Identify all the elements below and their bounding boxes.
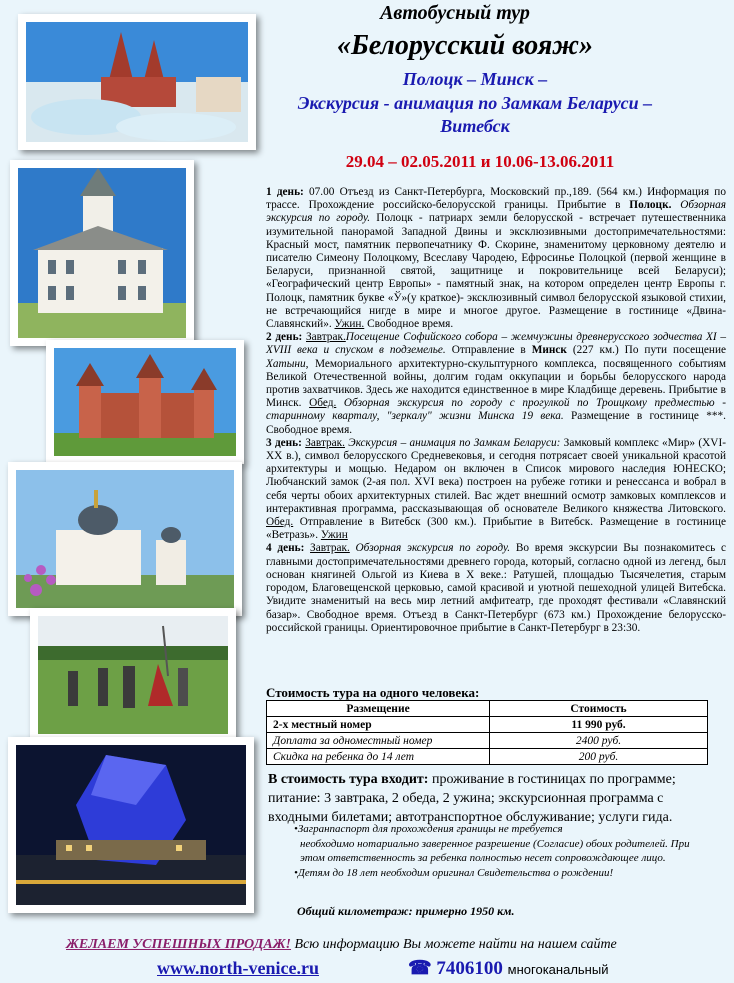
- price-row: [267, 717, 708, 733]
- price-row: [267, 749, 708, 765]
- day-text: Во время экскурсии Вы познакомитесь с главными достопримечательностями древнего города, который, согласно одной из легенд, был основан княгиней Ольгой из Киева в X веке.: Ратушей, площадью Тысячелетия, старым городом, Благовещенской церковью, самой красивой и уютной пешеходной улицей Витебска. Увидите знаменитый на весь мир летний амфитеатр, где проходят фестивали «Славянский базар». Свободное время. Отъезд в Санкт-Петербург (673 км.) Прохождение белорусско-российской границы. Ориентировочное прибытие в Санкт-Петербург в 23:30.: [266, 542, 726, 634]
- tour-title: «Белорусский вояж»: [337, 30, 593, 61]
- day-label: 1 день:: [266, 186, 304, 198]
- info-text: Всю информацию Вы можете найти на нашем сайте: [291, 937, 617, 952]
- bullet-icon: •: [294, 823, 298, 835]
- day-text: Полоцк - патриарх земли белорусской - встречает путешественника изумительной панорамой Западной Двины и эксклюзивными достопримечательностями: Красный мост, памятник первопечатнику Ф. Скорине, знаменитому церковному деятелю и писателю Симеону Полоцкому, Всеславу Чародею, Ефросинье Полоцкой (первой женщине в Беларуси, признанной святой, защитнице и покровительнице всей Беларуси); «Географический центр Европы» - памятный знак, на котором определен центр Европы г. Полоцк, памятник букве «Ў»(у краткое)- эксклюзивный символ белорусской языковой стихии, не встречающийся нигде в мире и многое другое. Размещение в гостинице «Двина-Славянский».: [266, 212, 726, 331]
- website-link[interactable]: www.north-venice.ru: [157, 958, 319, 978]
- notes: [294, 822, 694, 880]
- day-text: Свободное время.: [364, 318, 454, 331]
- total-distance: Общий километраж: примерно 1950 км.: [297, 904, 515, 918]
- route-line-3: Витебск: [440, 116, 510, 136]
- note-item: [294, 822, 694, 837]
- day-text: Мемориального архитектурно-скульптурного комплекса, посвященного событиям Великой Отечественной войны, долгим годам оккупации и борьбы белорусского народа против захватчиков. Здесь же находится единственное в мире Кладбище деревень. Прибытие в Минск.: [266, 357, 726, 410]
- phone-number: 7406100: [436, 958, 503, 979]
- meal: Ужин: [320, 529, 348, 542]
- day-1: [266, 186, 726, 331]
- day-text: Замковый комплекс «Мир» (XVI-XX в.), символ белорусского Средневековья, и сегодня потрясает своей уникальной красотой архитектуры и мощью. Недаром он включен в Список мирового наследия ЮНЕСКО; Любчанский замок (2-ая пол. XVI века) построен на рубеже готики и ренессанса и вобрал в себя черты обоих архитектурных стилей. Вас ждет внешний осмотр замковых комплексов и интерактивная программа, рассказывающая об основателе Великого княжества Литовского.: [266, 436, 726, 515]
- tour-dates: 29.04 – 02.05.2011 и 10.06-13.06.2011: [345, 152, 615, 171]
- includes-label: В стоимость тура входит:: [268, 772, 429, 787]
- price-row-name: Доплата за одноместный номер: [267, 733, 490, 749]
- note-text: Детям до 18 лет необходим оригинал Свидетельства о рождении!: [297, 866, 614, 879]
- day-label: 4 день:: [266, 542, 305, 555]
- route-line-2: Экскурсия - анимация по Замкам Беларуси –: [297, 93, 653, 113]
- day-text: Отправление в: [445, 344, 532, 357]
- wish-text: ЖЕЛАЕМ УСПЕШНЫХ ПРОДАЖ!: [66, 937, 292, 952]
- note-item: [294, 866, 694, 881]
- price-row-value: 11 990 руб.: [490, 717, 708, 733]
- price-row: [267, 733, 708, 749]
- note-text: Загранпаспорт для прохождения границы не требуется: [297, 823, 563, 835]
- day-2: [266, 331, 726, 437]
- day-text: Отправление в Витебск (300 км.). Прибытие в Витебск. Размещение в гостинице «Ветразь».: [266, 516, 726, 542]
- meal: Обед.: [266, 516, 294, 529]
- includes-text: проживание в гостиницах по программе; питание: 3 завтрака, 2 обеда, 2 ужина; экскурсионная программа с входными билетами; автотранспортное обслуживание; услуги гида.: [268, 772, 676, 825]
- day-3: [266, 437, 726, 543]
- photo-mir-castle: [46, 340, 244, 464]
- bullet-icon: •: [294, 866, 298, 879]
- phone-block: [408, 957, 608, 980]
- day-4: [266, 542, 726, 634]
- price-header-row: [267, 701, 708, 717]
- excursion: Экскурсия – анимация по Замкам Беларуси:: [345, 436, 561, 449]
- excursion: Посещение Софийского собора – жемчужины древнерусского зодчества XI – XVIII века и спуском в подземелье.: [266, 331, 727, 357]
- meal: Обед.: [309, 397, 337, 410]
- excursion: Хатыни,: [266, 357, 309, 370]
- phone-note: многоканальный: [507, 962, 609, 977]
- city-name: Полоцк.: [629, 199, 672, 212]
- price-table: [266, 700, 708, 765]
- city-name: Минск: [531, 344, 567, 357]
- meal: Завтрак.: [306, 331, 346, 344]
- day-text: 07.00 Отъезд из Санкт-Петербурга, Московский пр.,189. (564 км.) Информация по трассе. Прохождение российско-белорусской границы. Прибытие в: [266, 186, 726, 212]
- day-label: 2 день:: [266, 331, 303, 344]
- price-row-name: Скидка на ребенка до 14 лет: [267, 749, 490, 765]
- day-text: (227 км.) По пути посещение: [566, 344, 727, 357]
- meal: Ужин.: [334, 318, 365, 331]
- meal: Завтрак.: [305, 436, 345, 449]
- day-text: Размещение в гостинице ***. Свободное время.: [266, 410, 726, 436]
- photo-church: [8, 462, 242, 616]
- header-accommodation: Размещение: [267, 701, 490, 717]
- price-title: Стоимость тура на одного человека:: [266, 685, 480, 700]
- excursion: Обзорная экскурсия по городу.: [266, 199, 726, 225]
- footer-wish: [66, 937, 617, 953]
- photo-minsk-church-fountain: [18, 14, 256, 150]
- excursion: Обзорная экскурсия по городу.: [349, 542, 511, 555]
- phone-icon: ☎: [408, 958, 432, 979]
- program: [266, 186, 726, 635]
- photo-knights-festival: [30, 608, 236, 742]
- price-row-value: 2400 руб.: [490, 733, 708, 749]
- day-label: 3 день:: [266, 436, 302, 449]
- price-row-name: 2-х местный номер: [267, 717, 490, 733]
- meal: Завтрак.: [310, 542, 350, 555]
- note-text: необходимо нотариально заверенное разрешение (Согласие) обоих родителей. При этом ответственность за ребенка полностью несет сопровождающее лицо.: [300, 837, 690, 864]
- photo-town-hall: [10, 160, 194, 346]
- note-item: [294, 837, 694, 866]
- route-line-1: Полоцк – Минск –: [402, 69, 548, 89]
- photo-national-library-night: [8, 737, 254, 913]
- tour-includes: [268, 770, 724, 827]
- tour-type: Автобусный тур: [380, 2, 530, 24]
- header-cost: Стоимость: [490, 701, 708, 717]
- excursion: Обзорная экскурсия по городу с прогулкой по Троицкому предместью - старинному кварталу, "зеркалу" жизни Минска 19 века.: [266, 397, 726, 423]
- price-row-value: 200 руб.: [490, 749, 708, 765]
